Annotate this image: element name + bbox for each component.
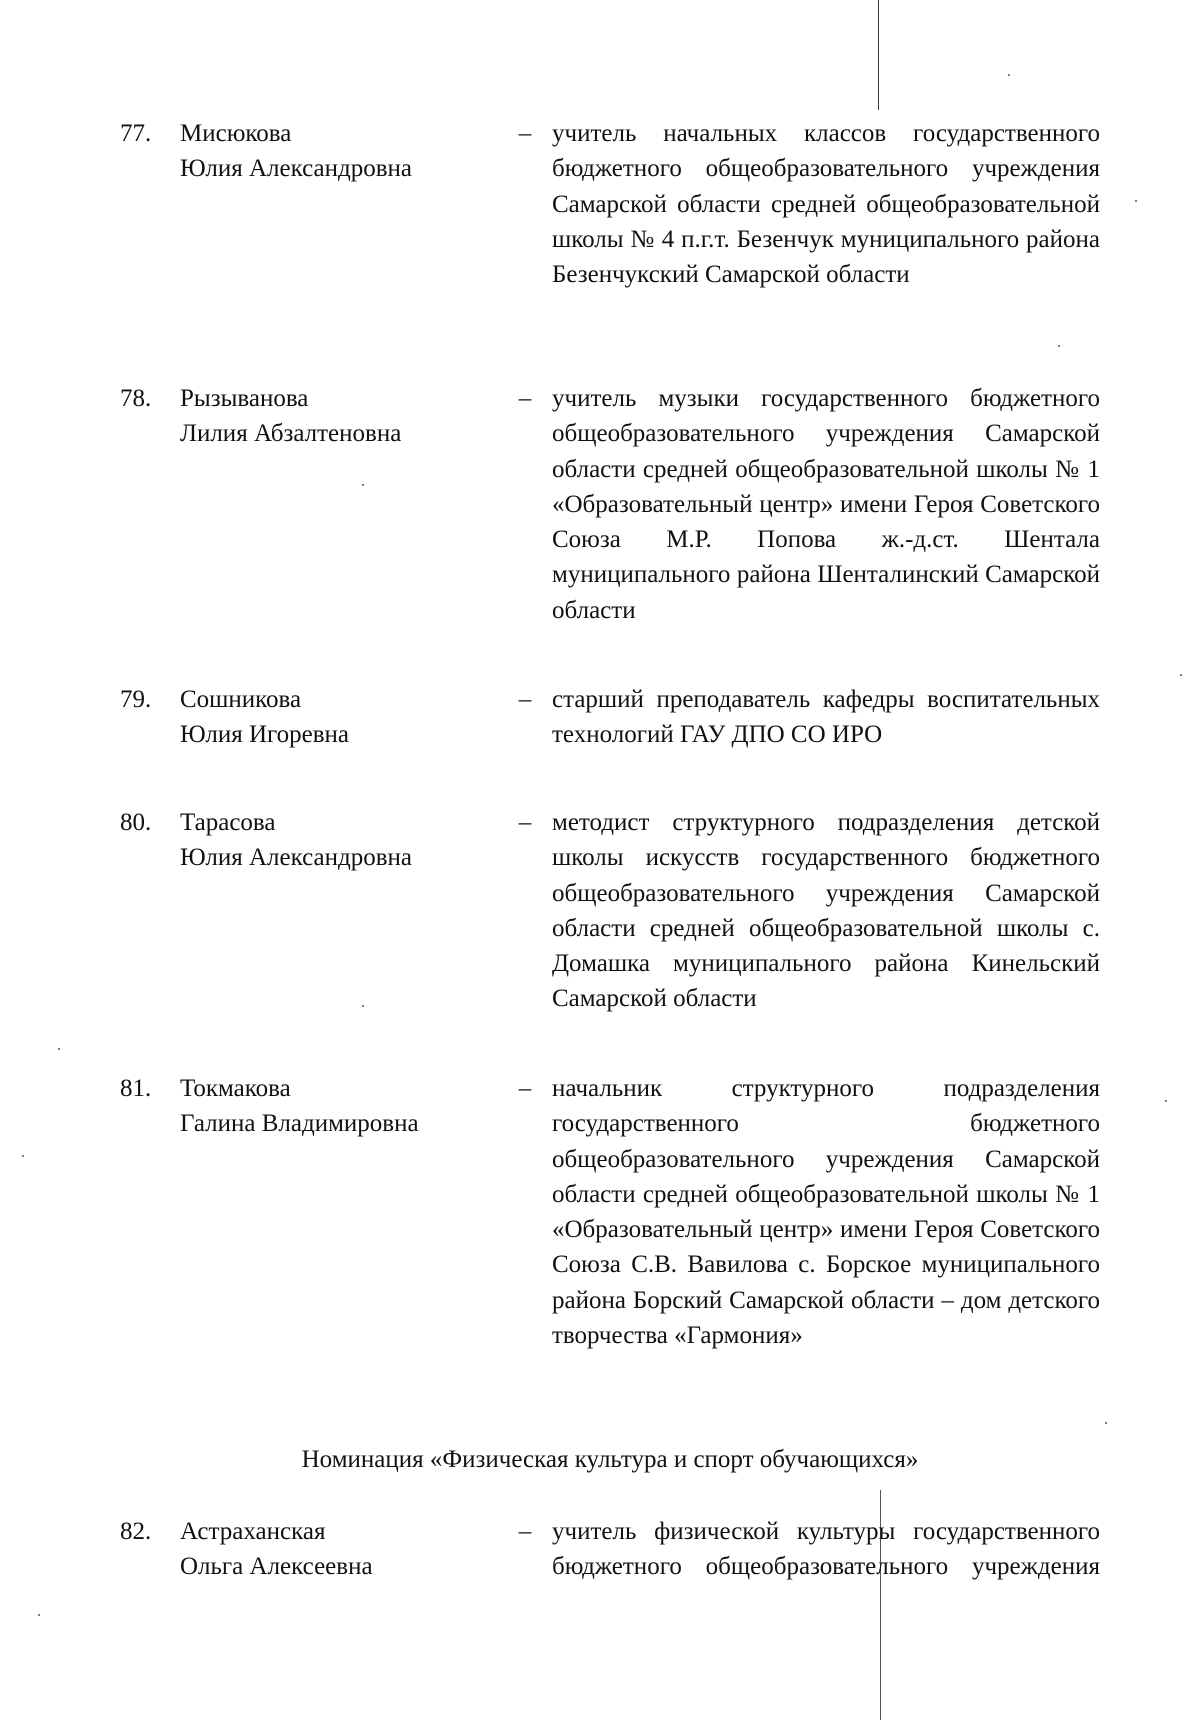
given-names: Юлия Игоревна [180,721,350,749]
surname: Тарасова [180,809,276,836]
scan-artifact-speck [1180,674,1182,676]
dash-separator: – [518,1075,532,1102]
list-item [120,1071,1100,1353]
dash-separator: – [518,385,532,412]
given-names: Лилия Абзалтеновна [180,420,402,448]
dash-separator: – [518,809,532,836]
entry-number: 79. [120,686,152,713]
given-names: Юлия Александровна [180,844,412,872]
person-name [180,116,480,187]
nomination-heading: Номинация «Физическая культура и спорт обучающихся» [301,1446,919,1473]
scan-artifact-line [878,0,879,110]
person-name [180,805,480,876]
entry-number: 77. [120,120,152,147]
person-name [180,1071,480,1142]
entry-number: 81. [120,1075,152,1102]
position-description: методист структурного подразделения детской школы искусств государственного бюджетного общеобразовательного учреждения Самарской области средней общеобразовательной школы с. Домашка муниципального района Кинельский Самарской области [552,809,1100,1013]
surname: Сошникова [180,686,302,713]
list-item [120,1514,1100,1585]
person-name [180,381,480,452]
given-names: Галина Владимировна [180,1110,419,1138]
scan-artifact-speck [58,1048,60,1050]
scan-artifact-speck [1058,345,1060,347]
list-item [120,805,1100,1017]
list-item [120,116,1100,292]
dash-separator: – [518,1518,532,1545]
person-name [180,1514,480,1585]
entry-number: 80. [120,809,152,836]
entry-number: 82. [120,1518,152,1545]
position-description: учитель начальных классов государственного бюджетного общеобразовательного учреждения Самарской области средней общеобразовательной школы № 4 п.г.т. Безенчук муниципального района Безенчукский Самарской области [552,120,1100,289]
surname: Астраханская [180,1518,326,1545]
dash-separator: – [518,686,532,713]
scan-artifact-speck [1135,200,1137,202]
list-item [120,381,1100,628]
scan-artifact-speck [38,1614,40,1616]
scan-artifact-speck [1105,1422,1107,1424]
surname: Рызыванова [180,385,309,412]
surname: Мисюкова [180,120,292,147]
scan-artifact-speck [1008,74,1010,76]
list-item [120,682,1100,753]
scan-artifact-speck [22,1155,24,1157]
position-description: старший преподаватель кафедры воспитательных технологий ГАУ ДПО СО ИРО [552,686,1100,749]
position-description: учитель физической культуры государственного бюджетного общеобразовательного учреждения [552,1518,1100,1581]
person-name [180,682,480,753]
given-names: Ольга Алексеевна [180,1553,373,1581]
position-description: учитель музыки государственного бюджетного общеобразовательного учреждения Самарской области средней общеобразовательной школы № 1 «Образовательный центр» имени Героя Советского Союза М.Р. Попова ж.-д.ст. Шентала муниципального района Шенталинский Самарской области [552,385,1100,624]
given-names: Юлия Александровна [180,155,412,183]
surname: Токмакова [180,1075,291,1102]
position-description: начальник структурного подразделения государственного бюджетного общеобразовательного учреждения Самарской области средней общеобразовательной школы № 1 «Образовательный центр» имени Героя Советского Союза С.В. Вавилова с. Борское муниципального района Борский Самарской области – дом детского творчества «Гармония» [552,1075,1100,1350]
dash-separator: – [518,120,532,147]
entry-number: 78. [120,385,152,412]
scan-artifact-speck [1165,1100,1167,1102]
